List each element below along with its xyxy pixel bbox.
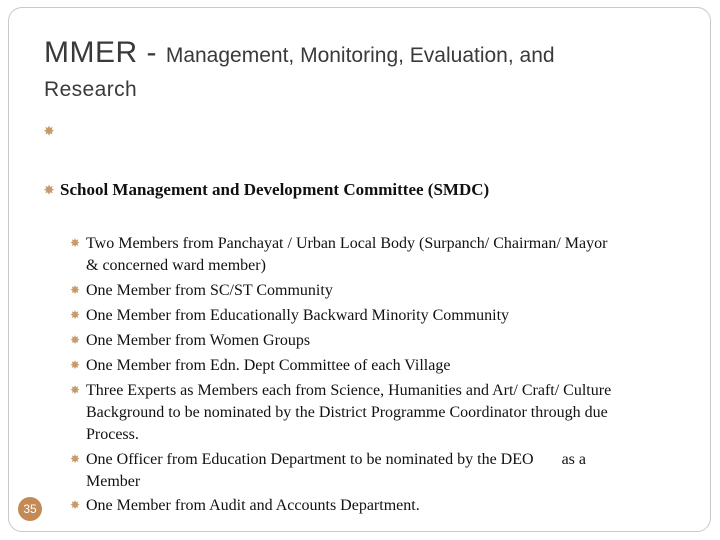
item-text: Two Members from Panchayat / Urban Local Body (Surpanch/ Chairman/ Mayor [86, 235, 608, 252]
title-expansion-line1: Management, Monitoring, Evaluation, and [165, 44, 555, 67]
list-item [70, 329, 690, 352]
bullet-icon: ✸ [70, 308, 81, 322]
list-item [70, 354, 690, 377]
item-text: One Officer from Education Department to be nominated by the DEO as a [86, 451, 586, 468]
item-text-continued: Background to be nominated by the District Programme Coordinator through due [86, 404, 608, 421]
list-item [70, 232, 690, 277]
item-text-continued: Member [86, 473, 141, 490]
bullet-icon: ✸ [70, 358, 81, 372]
bullet-icon: ✸ [70, 333, 81, 347]
list-item [70, 379, 690, 446]
item-text: One Member from Edn. Dept Committee of each Village [86, 357, 451, 374]
bullet-icon: ✸ [70, 452, 81, 466]
bullet-icon: ✸ [70, 236, 81, 250]
slide-title [44, 36, 684, 105]
bullet-icon: ✸ [70, 283, 81, 297]
bullet-icon: ✸ [70, 498, 81, 512]
bullet-icon: ✸ [70, 383, 81, 397]
list-item [70, 448, 690, 493]
item-text-continued: & concerned ward member) [86, 257, 266, 274]
item-text: One Member from SC/ST Community [86, 282, 333, 299]
slide-number-badge: 35 [18, 497, 42, 521]
list-item [70, 494, 690, 517]
empty-bullet [44, 120, 60, 142]
bullet-icon: ✸ [44, 124, 55, 138]
list-item [70, 304, 690, 327]
title-separator: - [137, 36, 166, 69]
item-text: One Member from Audit and Accounts Department. [86, 497, 420, 514]
section-heading [44, 179, 489, 201]
title-expansion-line2: Research [44, 78, 138, 101]
heading-text: School Management and Development Committee (SMDC) [60, 180, 490, 199]
item-text: Three Experts as Members each from Science, Humanities and Art/ Craft/ Culture [86, 382, 612, 399]
title-acronym: MMER [44, 36, 138, 69]
item-text: One Member from Educationally Backward Minority Community [86, 307, 510, 324]
item-text-continued: Process. [86, 426, 139, 443]
bullet-icon: ✸ [44, 183, 55, 197]
item-text: One Member from Women Groups [86, 332, 311, 349]
list-item [70, 279, 690, 302]
